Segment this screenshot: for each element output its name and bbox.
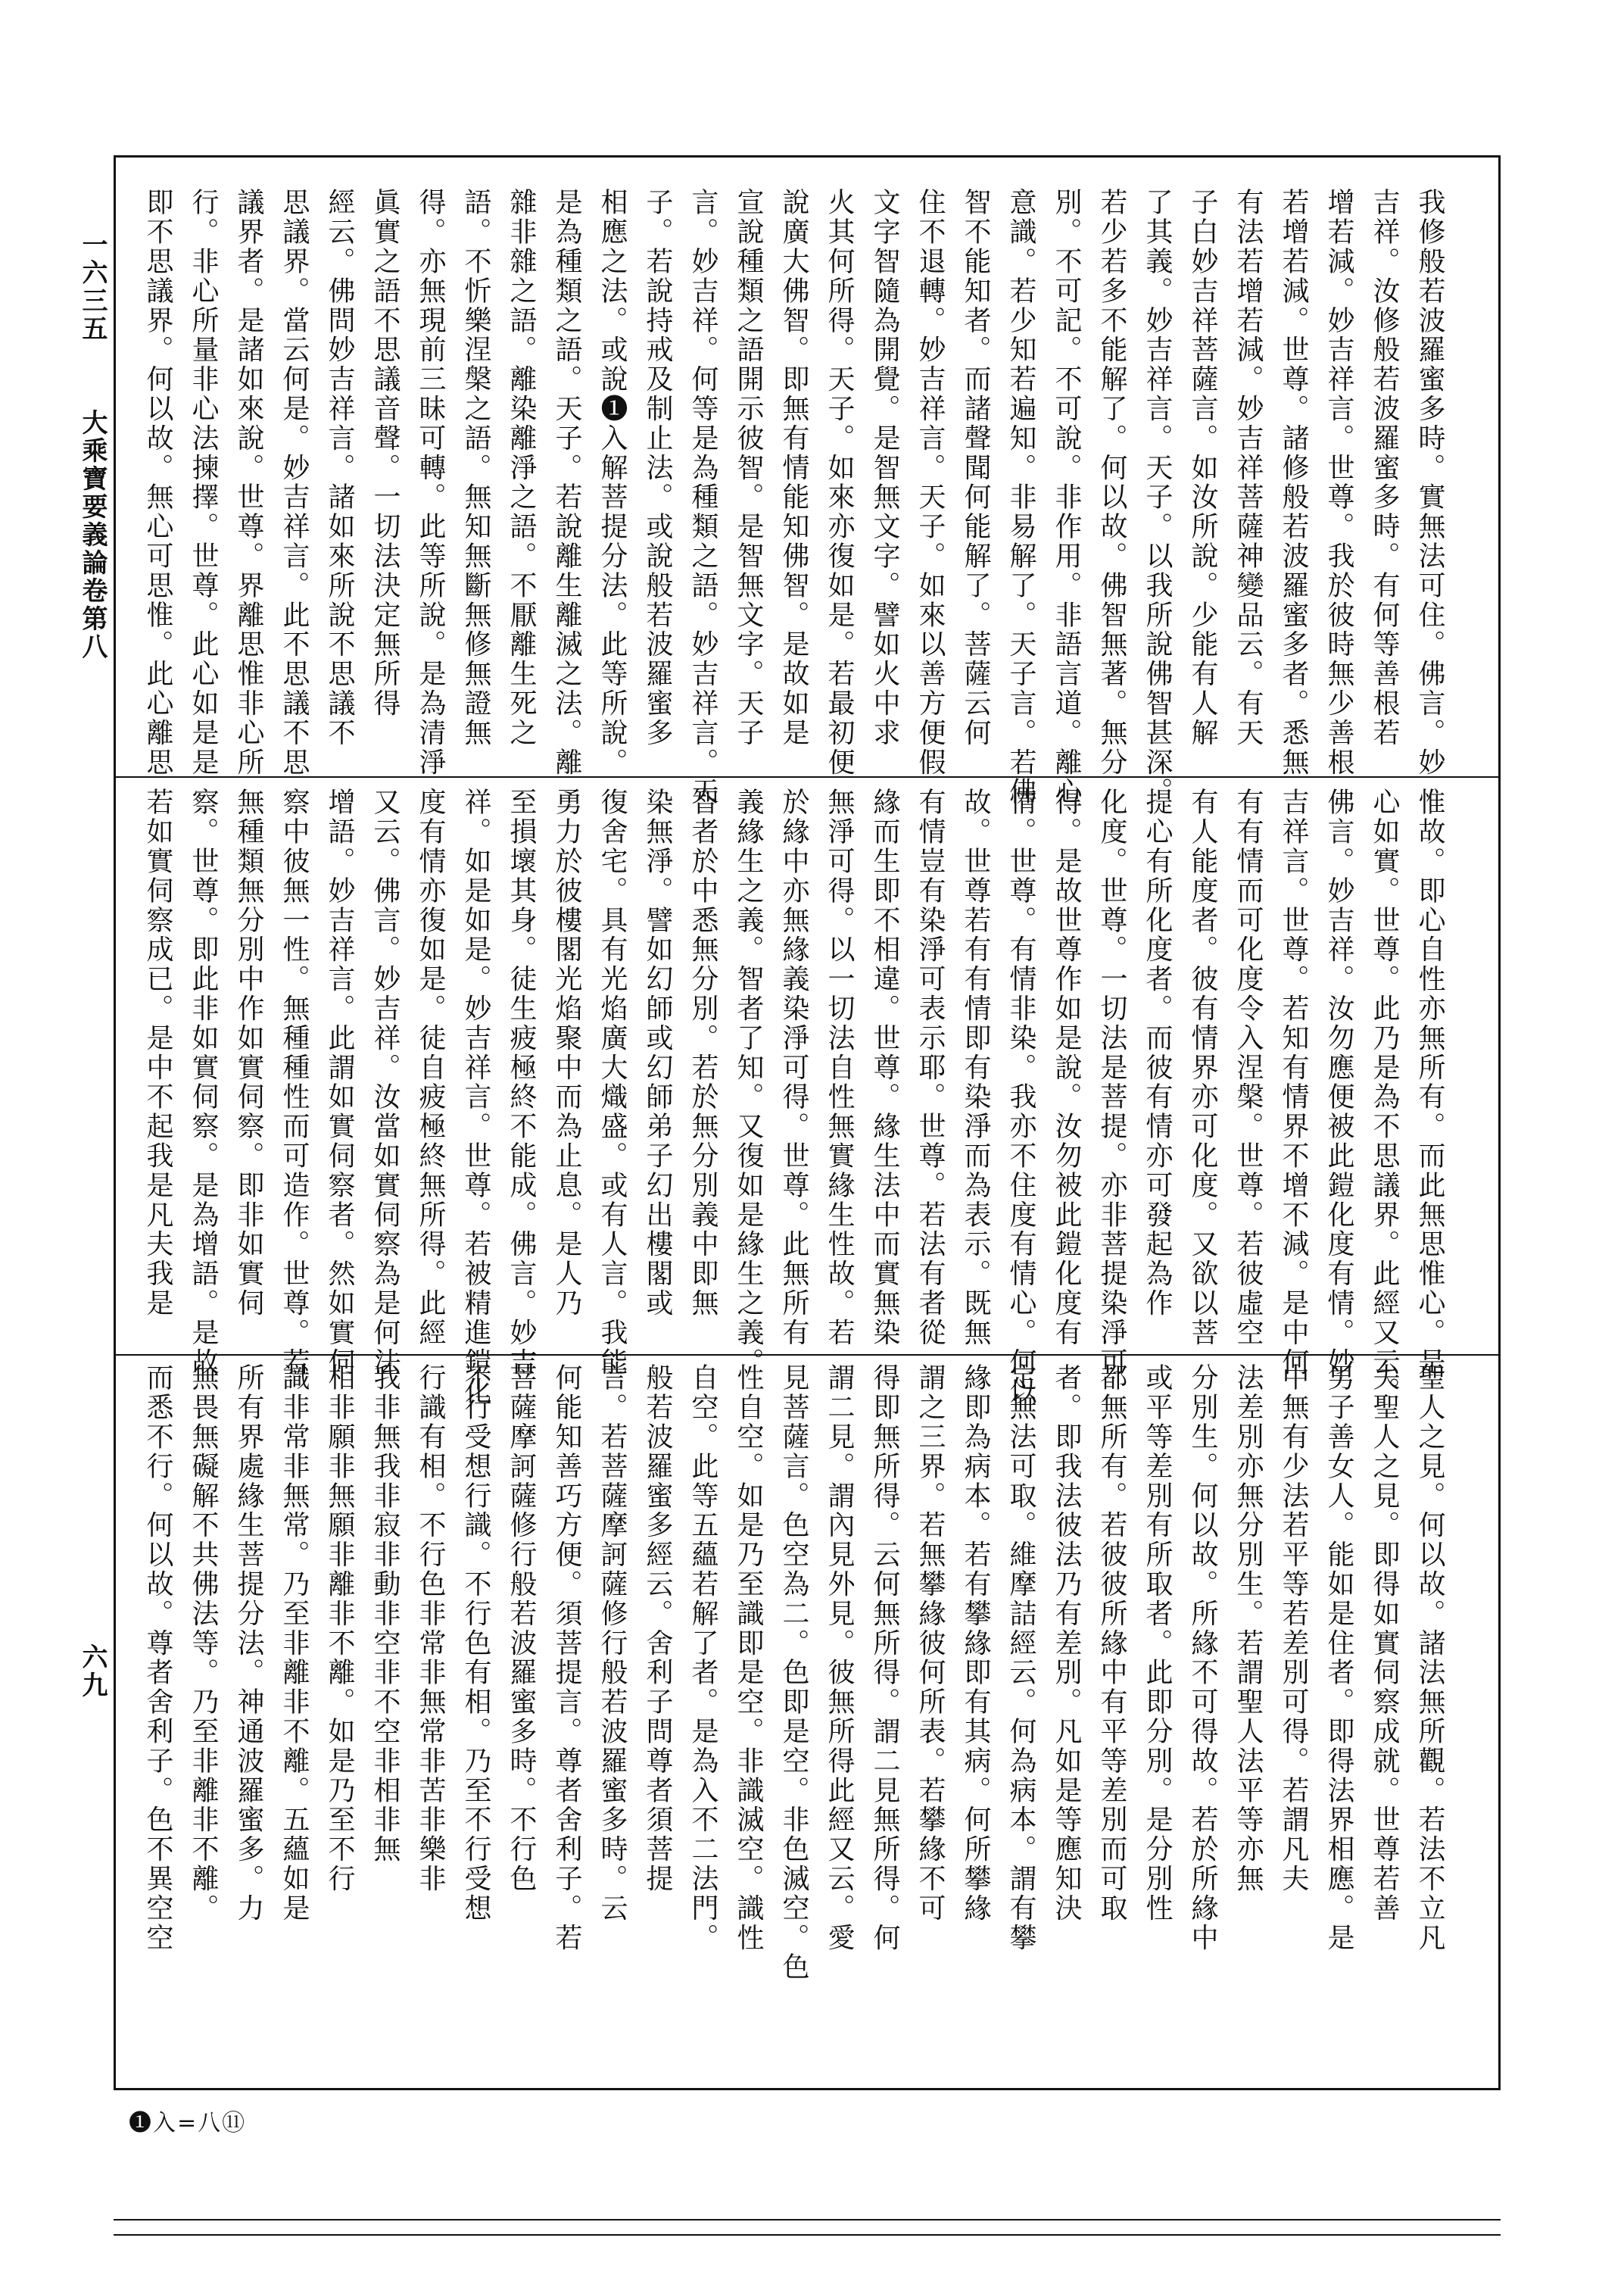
text-column: 意識。若少知若遍知。非易解了。天子言。若佛 xyxy=(1005,188,1036,807)
text-column: 而悉不行。何以故。尊者舍利子。色不異空空 xyxy=(142,1363,173,1952)
text-column: 謂之三界。若無攀緣彼何所表。若攀緣不可 xyxy=(915,1363,946,1924)
text-column: 緣即為病本。若有攀緣即有其病。何所攀緣 xyxy=(960,1363,991,1924)
text-column: 自空。此等五蘊若解了者。是為入不二法門。 xyxy=(687,1363,718,1952)
text-column: 了其義。妙吉祥言。天子。以我所說佛智甚深。 xyxy=(1142,188,1173,807)
text-column: 語。不忻樂涅槃之語。無知無斷無修無證無 xyxy=(460,188,491,748)
text-column: 得。亦無現前三昧可轉。此等所說。是為清淨 xyxy=(415,188,446,777)
bottom-rule-1 xyxy=(114,2219,1501,2221)
text-column: 復舍宅。具有光焰廣大熾盛。或有人言。我能 xyxy=(597,788,628,1377)
text-column: 度有情亦復如是。徒自疲極終無所得。此經 xyxy=(415,788,446,1348)
text-column: 我修般若波羅蜜多時。實無法可住。佛言。妙 xyxy=(1414,188,1445,777)
text-column: 心如實。世尊。此乃是為不思議界。此經又云。 xyxy=(1369,788,1400,1406)
text-column: 於緣中亦無緣義染淨可得。世尊。此無所有 xyxy=(778,788,809,1348)
text-column: 得即無所得。云何無所得。謂二見無所得。何 xyxy=(869,1363,900,1952)
text-column: 定無法可取。維摩詰經云。何為病本。謂有攀 xyxy=(1005,1363,1036,1952)
register-bottom xyxy=(135,1363,1452,1982)
text-column: 無畏無礙解不共佛法等。乃至非離非不離。 xyxy=(188,1363,219,1924)
text-column: 染無淨。譬如幻師或幻師弟子幻出樓閣或 xyxy=(642,788,673,1319)
text-column: 雜非雜之語。離染離淨之語。不厭離生死之 xyxy=(506,188,537,748)
text-column: 有法若增若減。妙吉祥菩薩神變品云。有天 xyxy=(1233,188,1264,748)
text-column: 夫聖人之見。即得如實伺察成就。世尊若善 xyxy=(1369,1363,1400,1924)
text-column: 提心有所化度者。而彼有情亦可發起為作 xyxy=(1142,788,1173,1319)
folio-number: 六九 xyxy=(77,1643,108,1699)
text-column: 言。若菩薩摩訶薩修行般若波羅蜜多時。云 xyxy=(597,1363,628,1924)
text-column: 若少若多不能解了。何以故。佛智無著。無分 xyxy=(1096,188,1127,777)
text-column: 我非無我非寂非動非空非不空非相非無 xyxy=(369,1363,401,1865)
text-column: 得。是故世尊作如是說。汝勿被此鎧化度有 xyxy=(1051,788,1082,1348)
footnote: ❶入=八⑪ xyxy=(129,2110,247,2136)
text-column: 言。妙吉祥。何等是為種類之語。妙吉祥言。天 xyxy=(687,188,718,807)
text-column: 文字智隨為開覺。是智無文字。譬如火中求 xyxy=(869,188,900,748)
text-column: 不行受想行識。不行色有相。乃至不行受想 xyxy=(460,1363,491,1924)
text-column: 分別生。何以故。所緣不可得故。若於所緣中 xyxy=(1187,1363,1218,1952)
text-column: 有人能度者。彼有情界亦可化度。又欲以菩 xyxy=(1187,788,1218,1348)
text-column: 祥。如是如是。妙吉祥言。世尊。若被精進鎧化 xyxy=(460,788,491,1406)
text-column: 行識有相。不行色非常非無常非苦非樂非 xyxy=(415,1363,446,1894)
text-column: 火其何所得。天子。如來亦復如是。若最初便 xyxy=(824,188,855,777)
text-column: 男子善女人。能如是住者。即得法界相應。是 xyxy=(1323,1363,1354,1952)
text-column: 又云。佛言。妙吉祥。汝當如實伺察為是何法 xyxy=(369,788,401,1377)
text-column: 化度。世尊。一切法是菩提。亦非菩提染淨可 xyxy=(1096,788,1127,1377)
text-column: 察中彼無一性。無種種性而可造作。世尊。若 xyxy=(279,788,310,1377)
text-column: 議界者。是諸如來說。世尊。界離思惟非心所 xyxy=(233,188,264,777)
bottom-rule-2 xyxy=(114,2234,1501,2236)
text-column: 子白妙吉祥菩薩言。如汝所說。少能有人解 xyxy=(1187,188,1218,748)
text-column: 無淨可得。以一切法自性無實緣生性故。若 xyxy=(824,788,855,1348)
text-column: 住不退轉。妙吉祥言。天子。如來以善方便假 xyxy=(915,188,946,777)
text-column: 識非常非無常。乃至非離非不離。五蘊如是 xyxy=(279,1363,310,1924)
text-column: 即不思議界。何以故。無心可思惟。此心離思 xyxy=(142,188,173,777)
text-column: 別。不可記。不可說。非作用。非語言道。離心 xyxy=(1051,188,1082,807)
text-column: 緣而生即不相違。世尊。緣生法中而實無染 xyxy=(869,788,900,1348)
text-column: 情。世尊。有情非染。我亦不住度有情心。何以 xyxy=(1005,788,1036,1406)
text-column: 故。世尊若有有情即有染淨而為表示。既無 xyxy=(960,788,991,1348)
text-column: 法差別亦無分別生。若謂聖人法平等亦無 xyxy=(1233,1363,1264,1894)
text-column: 經云。佛問妙吉祥言。諸如來所說不思議不 xyxy=(324,188,355,748)
text-column: 中無有少法若平等若差別可得。若謂凡夫 xyxy=(1278,1363,1309,1894)
text-column: 性自空。如是乃至識即是空。非識滅空。識性 xyxy=(733,1363,764,1952)
text-column: 是為種類之語。天子。若說離生離滅之法。離 xyxy=(551,188,582,777)
text-column: 說廣大佛智。即無有情能知佛智。是故如是 xyxy=(778,188,809,748)
text-column: 佛言。妙吉祥。汝勿應便被此鎧化度有情。妙 xyxy=(1323,788,1354,1377)
text-column: 聖人之見。何以故。諸法無所觀。若法不立凡 xyxy=(1414,1363,1445,1952)
text-column: 若增若減。世尊。諸修般若波羅蜜多者。悉無 xyxy=(1278,188,1309,777)
text-column: 謂二見。謂內見外見。彼無所得此經又云。愛 xyxy=(824,1363,855,1952)
text-column: 至損壞其身。徒生疲極終不能成。佛言。妙吉 xyxy=(506,788,537,1377)
text-column: 何能知善巧方便。須菩提言。尊者舍利子。若 xyxy=(551,1363,582,1952)
text-column: 義緣生之義。智者了知。又復如是緣生之義。 xyxy=(733,788,764,1377)
text-column: 眞實之語不思議音聲。一切法決定無所得 xyxy=(369,188,401,719)
text-column: 無種類無分別中作如實伺察。即非如實伺 xyxy=(233,788,264,1319)
text-column: 相應之法。或說❶入解菩提分法。此等所說。 xyxy=(597,188,628,777)
text-column: 者。即我法彼法乃有差別。凡如是等應知決 xyxy=(1051,1363,1082,1924)
text-column: 宣說種類之語開示彼智。是智無文字。天子 xyxy=(733,188,764,748)
text-column: 或平等差別有所取者。此即分別。是分別性 xyxy=(1142,1363,1173,1924)
text-column: 智不能知者。而諸聲聞何能解了。菩薩云何 xyxy=(960,188,991,748)
text-column: 思議界。當云何是。妙吉祥言。此不思議不思 xyxy=(279,188,310,777)
text-column: 有有情而可化度令入涅槃。世尊。若彼虛空 xyxy=(1233,788,1264,1348)
text-column: 智者於中悉無分別。若於無分別義中即無 xyxy=(687,788,718,1319)
text-column: 都無所有。若彼彼所緣中有平等差別而可取 xyxy=(1096,1363,1127,1924)
text-column: 增語。妙吉祥言。此謂如實伺察者。然如實伺 xyxy=(324,788,355,1377)
text-column: 察。世尊。即此非如實伺察。是為增語。是故 xyxy=(188,788,219,1377)
page-number: 一六三五 xyxy=(77,231,108,343)
text-column: 若如實伺察成已。是中不起我是凡夫我是 xyxy=(142,788,173,1319)
text-column: 相非願非無願非離非不離。如是乃至不行 xyxy=(324,1363,355,1894)
register-middle xyxy=(135,788,1452,1406)
text-column: 行。非心所量非心法揀擇。世尊。此心如是是 xyxy=(188,188,219,777)
text-column: 般若波羅蜜多經云。舍利子問尊者須菩提 xyxy=(642,1363,673,1894)
text-column: 有情豈有染淨可表示耶。世尊。若法有者從 xyxy=(915,788,946,1348)
text-column: 子。若說持戒及制止法。或說般若波羅蜜多 xyxy=(642,188,673,748)
text-column: 吉祥言。世尊。若知有情界不增不減。是中何 xyxy=(1278,788,1309,1377)
text-column: 吉祥。汝修般若波羅蜜多時。有何等善根若 xyxy=(1369,188,1400,748)
text-column: 所有界處緣生菩提分法。神通波羅蜜多。力 xyxy=(233,1363,264,1924)
book-title: 大乘寶要義論卷第八 xyxy=(77,409,108,661)
text-column: 見菩薩言。色空為二。色即是空。非色滅空。色 xyxy=(778,1363,809,1982)
text-column: 菩薩摩訶薩修行般若波羅蜜多時。不行色 xyxy=(506,1363,537,1894)
text-column: 勇力於彼樓閣光焰聚中而為止息。是人乃 xyxy=(551,788,582,1319)
text-column: 惟故。即心自性亦無所有。而此無思惟心。是 xyxy=(1414,788,1445,1377)
text-column: 增若減。妙吉祥言。世尊。我於彼時無少善根 xyxy=(1323,188,1354,777)
register-top xyxy=(135,188,1452,807)
